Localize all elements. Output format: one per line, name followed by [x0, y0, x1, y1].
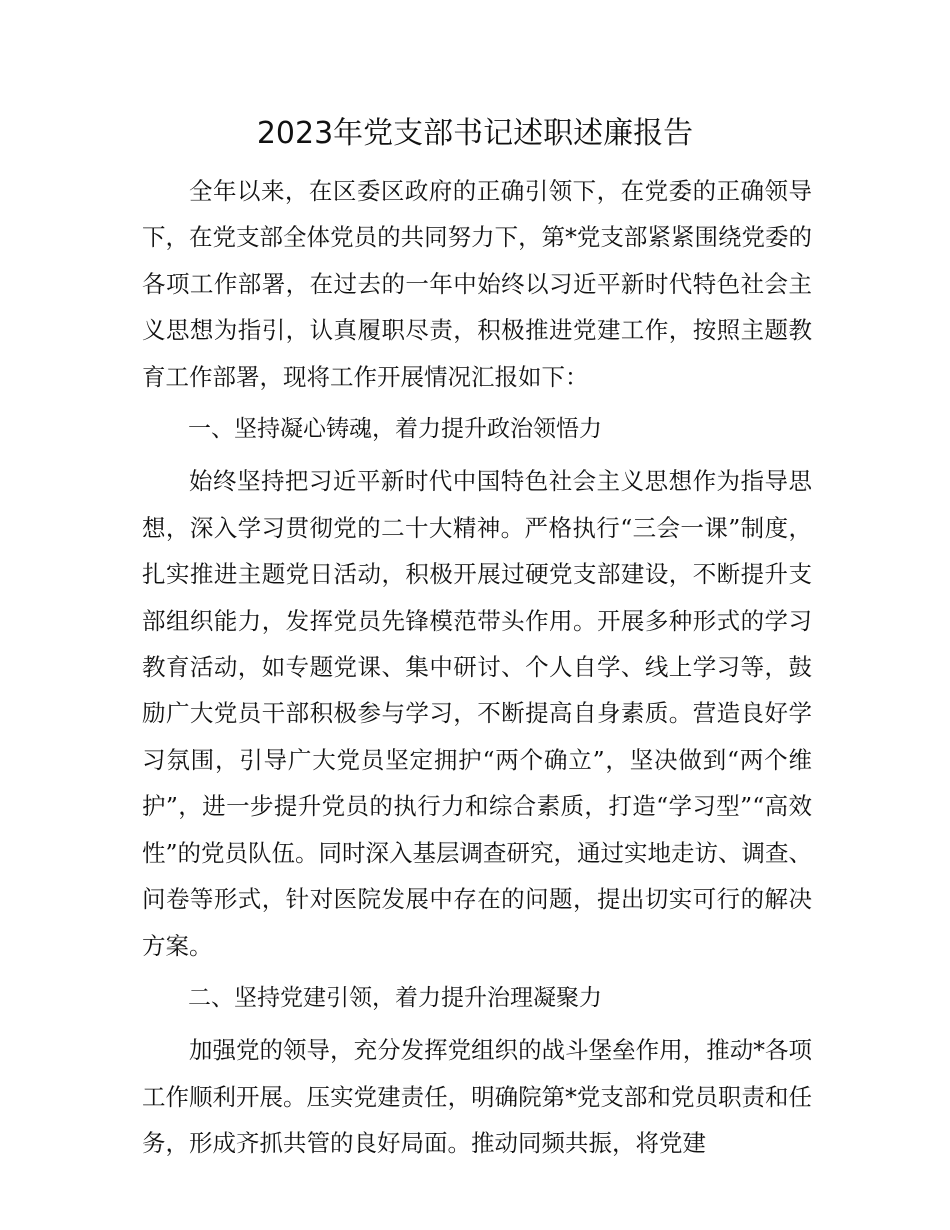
- section-2-paragraph: 加强党的领导，充分发挥党组织的战斗堡垒作用，推动*各项工作顺利开展。压实党建责任，明确院第*党支部和党员职责和任务，形成齐抓共管的良好局面。推动同频共振，将党建: [142, 1036, 812, 1158]
- document-body: [142, 168, 812, 1167]
- section-heading-1: 一、坚持凝心铸魂，着力提升政治领悟力: [188, 416, 602, 443]
- section-heading-2: 二、坚持党建引领，着力提升治理凝聚力: [188, 984, 602, 1011]
- section-1-paragraph: 始终坚持把习近平新时代中国特色社会主义思想作为指导思想，深入学习贯彻党的二十大精神。严格执行“三会一课”制度，扎实推进主题党日活动，积极开展过硬党支部建设，不断提升支部组织能力，发挥党员先锋模范带头作用。开展多种形式的学习教育活动，如专题党课、集中研讨、个人自学、线上学习等，鼓励广大党员干部积极参与学习，不断提高自身素质。营造良好学习氛围，引导广大党员坚定拥护“两个确立”，坚决做到“两个维护”，进一步提升党员的执行力和综合素质，打造“学习型”“高效性”的党员队伍。同时深入基层调查研究，通过实地走访、调查、问卷等形式，针对医院发展中存在的问题，提出切实可行的解决方案。: [142, 467, 813, 960]
- document-title: 2023年党支部书记述职述廉报告: [256, 116, 694, 151]
- intro-paragraph: 全年以来，在区委区政府的正确引领下，在党委的正确领导下，在党支部全体党员的共同努力下，第*党支部紧紧围绕党委的各项工作部署，在过去的一年中始终以习近平新时代特色社会主义思想为指引，认真履职尽责，积极推进党建工作，按照主题教育工作部署，现将工作开展情况汇报如下：: [142, 177, 812, 391]
